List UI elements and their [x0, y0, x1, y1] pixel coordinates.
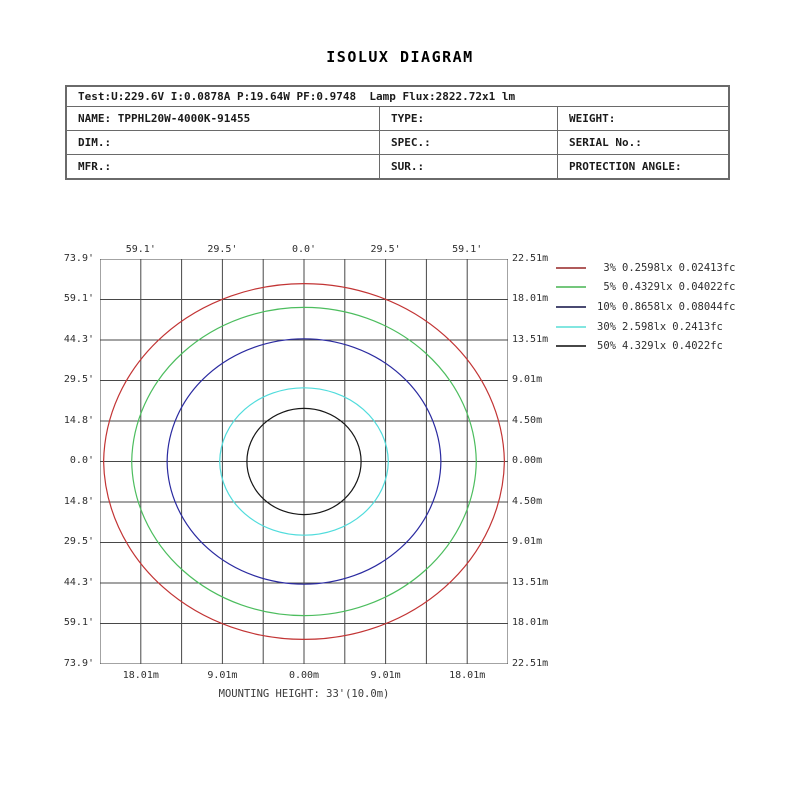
axis-tick-label: 29.5'	[370, 244, 401, 255]
axis-tick-label: 0.00m	[288, 670, 320, 681]
axis-tick-label: 59.1'	[452, 244, 483, 255]
axis-tick-label: 22.51m	[512, 657, 549, 669]
axis-tick-label: 73.9'	[63, 252, 94, 264]
weight-cell: WEIGHT:	[569, 112, 616, 125]
legend-lux-value: 4.329lx	[622, 340, 667, 353]
protection-angle-cell: PROTECTION ANGLE:	[569, 160, 682, 173]
axis-tick-label: 29.5'	[63, 536, 94, 547]
axis-tick-label: 22.51m	[512, 252, 549, 264]
axis-tick-label: 13.51m	[512, 333, 549, 345]
mounting-height-note: MOUNTING HEIGHT: 33'(10.0m)	[218, 688, 390, 700]
sur-cell: SUR.:	[380, 155, 558, 178]
axis-tick-label: 9.01m	[207, 670, 238, 681]
legend-percent: 30%	[597, 320, 616, 333]
serial-cell: SERIAL No.:	[569, 136, 642, 149]
page-title: ISOLUX DIAGRAM	[326, 48, 474, 66]
axis-tick-label: 13.51m	[512, 576, 549, 588]
axis-tick-label: 29.5'	[207, 244, 238, 255]
axis-tick-label: 18.01m	[512, 293, 549, 304]
legend-lux-value: 0.2598lx	[622, 261, 673, 274]
legend-lux-value: 2.598lx	[622, 320, 667, 333]
legend-lux-value: 0.8658lx	[622, 300, 673, 313]
legend-line-swatch	[556, 326, 586, 328]
table-row	[67, 155, 728, 178]
legend-fc-value: 0.04022fc	[678, 281, 736, 294]
axis-tick-label: 0.0'	[291, 244, 317, 255]
dim-cell: DIM.:	[67, 131, 380, 154]
axis-tick-label: 9.01m	[512, 536, 543, 547]
name-cell: NAME: TPPHL20W-4000K-91455	[67, 107, 380, 130]
table-row	[67, 131, 728, 155]
axis-tick-label: 9.01m	[370, 670, 401, 681]
legend-row	[556, 297, 735, 317]
legend-row	[556, 317, 735, 337]
axis-tick-label: 18.01m	[449, 670, 486, 681]
mfr-cell: MFR.:	[67, 155, 380, 178]
legend-line-swatch	[556, 306, 586, 308]
axis-tick-label: 9.01m	[512, 374, 543, 385]
legend-fc-value: 0.08044fc	[678, 300, 736, 313]
axis-tick-label: 59.1'	[63, 617, 94, 628]
legend	[556, 258, 735, 356]
axis-tick-label: 4.50m	[512, 495, 543, 507]
legend-percent: 50%	[597, 340, 616, 353]
legend-percent: 3%	[603, 261, 616, 274]
legend-row	[556, 258, 735, 278]
legend-lux-value: 0.4329lx	[622, 281, 673, 294]
axis-tick-label: 29.5'	[63, 374, 94, 385]
axis-tick-label: 59.1'	[63, 293, 94, 304]
legend-fc-value: 0.4022fc	[672, 340, 723, 353]
legend-fc-value: 0.02413fc	[678, 261, 736, 274]
axis-tick-label: 73.9'	[63, 657, 94, 669]
legend-row	[556, 336, 735, 356]
test-conditions-text: Test:U:229.6V I:0.0878A P:19.64W PF:0.9748 Lamp Flux:2822.72x1 lm	[78, 90, 516, 103]
spec-cell: SPEC.:	[380, 131, 558, 154]
isolux-plot	[100, 259, 508, 664]
axis-tick-label: 18.01m	[512, 617, 549, 628]
axis-tick-label: 14.8'	[63, 414, 94, 426]
axis-tick-label: 0.0'	[69, 455, 94, 466]
test-conditions-row	[67, 87, 728, 107]
legend-percent: 5%	[603, 281, 616, 294]
axis-tick-label: 14.8'	[63, 495, 94, 507]
legend-percent: 10%	[597, 300, 616, 313]
axis-tick-label: 0.00m	[512, 455, 543, 466]
axis-tick-label: 4.50m	[512, 414, 543, 426]
axis-tick-label: 44.3'	[63, 576, 94, 588]
info-table	[65, 85, 730, 180]
legend-fc-value: 0.2413fc	[672, 320, 723, 333]
axis-tick-label: 44.3'	[63, 333, 94, 345]
legend-line-swatch	[556, 286, 586, 288]
legend-row	[556, 278, 735, 298]
axis-tick-label: 59.1'	[125, 244, 156, 255]
table-row	[67, 107, 728, 131]
axis-tick-label: 18.01m	[122, 670, 159, 681]
legend-line-swatch	[556, 345, 586, 347]
legend-line-swatch	[556, 267, 586, 269]
type-cell: TYPE:	[380, 107, 558, 130]
